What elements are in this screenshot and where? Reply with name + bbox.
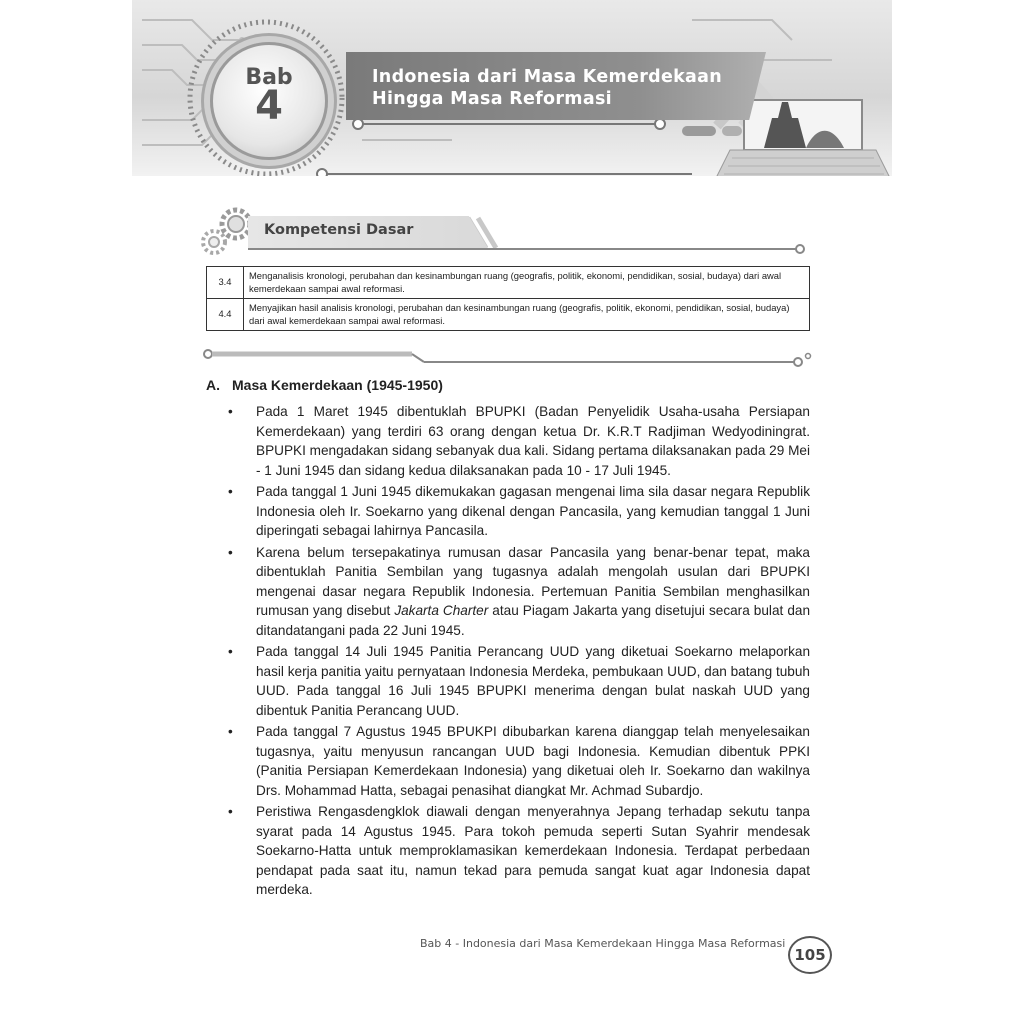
kd-code: 4.4 xyxy=(207,299,244,331)
bullet-icon: • xyxy=(228,404,233,419)
bullet-italic-term: Jakarta Charter xyxy=(394,603,489,618)
bullet-text: Karena belum tersepakatinya rumusan dasar Pancasila yang benar-benar tepat, maka dibentuklah Panitia Sembilan yang tugasnya adalah mengolah usulan dari BPUPKI mengenai dasar negara Republik Indonesia. Pertemuan Panitia Sembilan menghasilkan rumusan yang disebut xyxy=(256,544,810,618)
kompetensi-heading-block xyxy=(196,206,816,256)
bullet-list xyxy=(228,402,810,902)
bullet-icon: • xyxy=(228,484,233,499)
bullet-text: Pada tanggal 1 Juni 1945 dikemukakan gagasan mengenai lima sila dasar negara Republik Indonesia oleh Ir. Soekarno yang dikenal dengan Pancasila, yang kemudian tanggal 1 Juni diperingati sebagai lahirnya Pancasila. xyxy=(256,484,810,538)
chapter-title-line2: Hingga Masa Reformasi xyxy=(372,89,612,109)
list-item xyxy=(228,722,810,800)
list-item xyxy=(228,642,810,720)
section-title: Masa Kemerdekaan (1945-1950) xyxy=(232,377,443,393)
bullet-icon: • xyxy=(228,644,233,659)
chapter-title xyxy=(372,66,772,110)
list-item xyxy=(228,802,810,900)
bullet-icon: • xyxy=(228,724,233,739)
bullet-text-continued: atau Piagam Jakarta yang disetujui secara bulat dan ditandatangani pada 22 Juni 1945. xyxy=(256,603,811,638)
bullet-text: Pada tanggal 7 Agustus 1945 BPUKPI dibubarkan karena dianggap telah menyelesaikan tugasnya, yaitu menyusun rancangan UUD bagi Indonesia. Kemudian dibentuk PPKI (Panitia Persiapan Kemerdekaan Indonesia) yang diketuai oleh Ir. Soekarno dan wakilnya Drs. Mohammad Hatta, sebagai penasihat diangkat Mr. Achmad Subardjo. xyxy=(256,724,810,798)
bullet-icon: • xyxy=(228,544,233,560)
bullet-text: Pada 1 Maret 1945 dibentuklah BPUPKI (Badan Penyelidik Usaha-usaha Persiapan Kemerdekaan) yang terdiri 63 orang dengan ketua Dr. K.R.T Radjiman Wedyodiningrat. BPUPKI mengadakan sidang sebanyak dua kali. Sidang pertama dilaksanakan pada 29 Mei - 1 Juni 1945 dan sidang kedua dilaksanakan pada 10 - 17 Juli 1945. xyxy=(256,404,810,478)
kompetensi-table xyxy=(206,266,810,331)
chapter-badge xyxy=(210,42,328,160)
book-page xyxy=(132,0,892,1024)
page-number: 105 xyxy=(788,936,832,974)
list-item xyxy=(228,543,810,641)
chapter-label: Bab xyxy=(245,65,293,90)
section-heading xyxy=(206,377,443,393)
chapter-number: 4 xyxy=(255,83,283,129)
kd-code: 3.4 xyxy=(207,267,244,299)
running-footer: Bab 4 - Indonesia dari Masa Kemerdekaan Hingga Masa Reformasi xyxy=(420,937,786,950)
kompetensi-heading: Kompetensi Dasar xyxy=(264,222,414,238)
divider-decoration-icon xyxy=(202,348,822,368)
bullet-icon: • xyxy=(228,804,233,819)
chapter-title-line1: Indonesia dari Masa Kemerdekaan xyxy=(372,67,723,87)
table-row xyxy=(207,267,810,299)
table-row xyxy=(207,299,810,331)
chapter-banner xyxy=(132,0,892,176)
bullet-text: Pada tanggal 14 Juli 1945 Panitia Perancang UUD yang diketuai Soekarno melaporkan hasil kerja panitia yaitu pernyataan Indonesia Merdeka, pembukaan UUD, dan batang tubuh UUD. Pada tanggal 16 Juli 1945 BPUPKI menerima dengan bulat naskah UUD yang dibentuk Panitia Perancang UUD. xyxy=(256,644,810,718)
section-letter: A. xyxy=(206,377,220,393)
list-item xyxy=(228,482,810,541)
list-item xyxy=(228,402,810,480)
kd-description: Menyajikan hasil analisis kronologi, perubahan dan kesinambungan ruang (geografis, politik, ekonomi, pendidikan, sosial, budaya) dari awal kemerdekaan sampai awal reformasi. xyxy=(244,299,810,331)
bullet-text: Peristiwa Rengasdengklok diawali dengan menyerahnya Jepang terhadap sekutu tanpa syarat pada 14 Agustus 1945. Para tokoh pemuda seperti Sutan Syahrir mendesak Soekarno-Hatta untuk memproklamasikan kemerdekaan Indonesia. Terdapat perbedaan pendapat pada saat itu, namun tekad para pemuda sangat kuat agar Indonesia dapat merdeka. xyxy=(256,804,810,897)
kd-description: Menganalisis kronologi, perubahan dan kesinambungan ruang (geografis, politik, ekonomi, pendidikan, sosial, budaya) dari awal kemerdekaan sampai awal reformasi. xyxy=(244,267,810,299)
